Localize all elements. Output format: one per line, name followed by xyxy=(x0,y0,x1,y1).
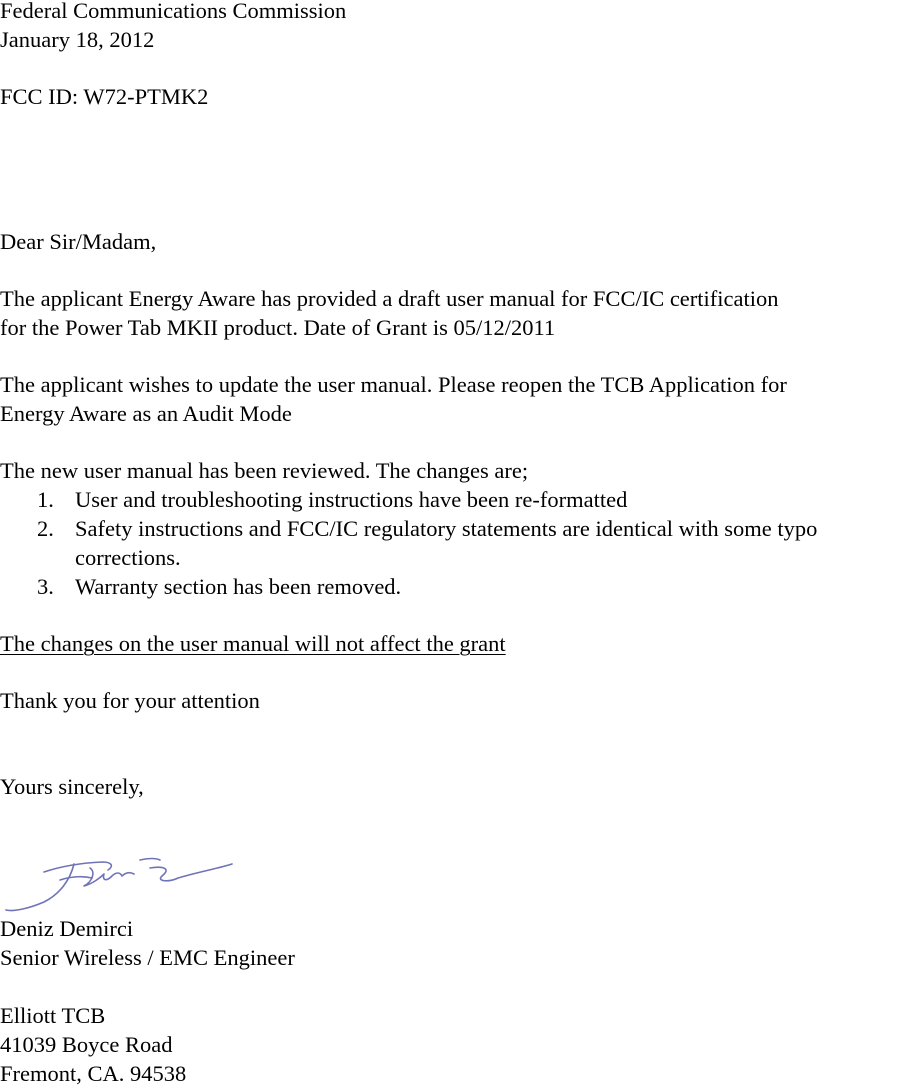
thanks-line: Thank you for your attention xyxy=(0,688,260,713)
list-item: Safety instructions and FCC/IC regulatory statements are identical with some typo xyxy=(75,516,818,541)
signature xyxy=(0,850,240,916)
paragraph-3-intro: The new user manual has been reviewed. The changes are; xyxy=(0,458,529,483)
list-item-continuation: corrections. xyxy=(75,545,181,570)
list-item-number: 1. xyxy=(37,487,54,512)
salutation: Dear Sir/Madam, xyxy=(0,229,157,254)
fcc-id: FCC ID: W72-PTMK2 xyxy=(0,84,209,109)
list-item: User and troubleshooting instructions have been re-formatted xyxy=(75,487,628,512)
recipient: Federal Communications Commission xyxy=(0,0,347,23)
list-item-number: 3. xyxy=(37,574,54,599)
signer-organization: Elliott TCB xyxy=(0,1003,106,1028)
signature-ink xyxy=(6,859,232,911)
list-item-number: 2. xyxy=(37,516,54,541)
grant-statement: The changes on the user manual will not affect the grant xyxy=(0,631,506,656)
closing: Yours sincerely, xyxy=(0,774,144,799)
paragraph-2-line-1: The applicant wishes to update the user manual. Please reopen the TCB Application for xyxy=(0,372,787,397)
signer-city: Fremont, CA. 94538 xyxy=(0,1061,187,1086)
signer-title: Senior Wireless / EMC Engineer xyxy=(0,945,295,970)
paragraph-1-line-1: The applicant Energy Aware has provided a draft user manual for FCC/IC certification xyxy=(0,286,779,311)
signer-street: 41039 Boyce Road xyxy=(0,1032,173,1057)
paragraph-1-line-2: for the Power Tab MKII product. Date of Grant is 05/12/2011 xyxy=(0,315,556,340)
letter-date: January 18, 2012 xyxy=(0,27,155,52)
list-item: Warranty section has been removed. xyxy=(75,574,402,599)
signer-name: Deniz Demirci xyxy=(0,916,134,941)
paragraph-2-line-2: Energy Aware as an Audit Mode xyxy=(0,401,292,426)
